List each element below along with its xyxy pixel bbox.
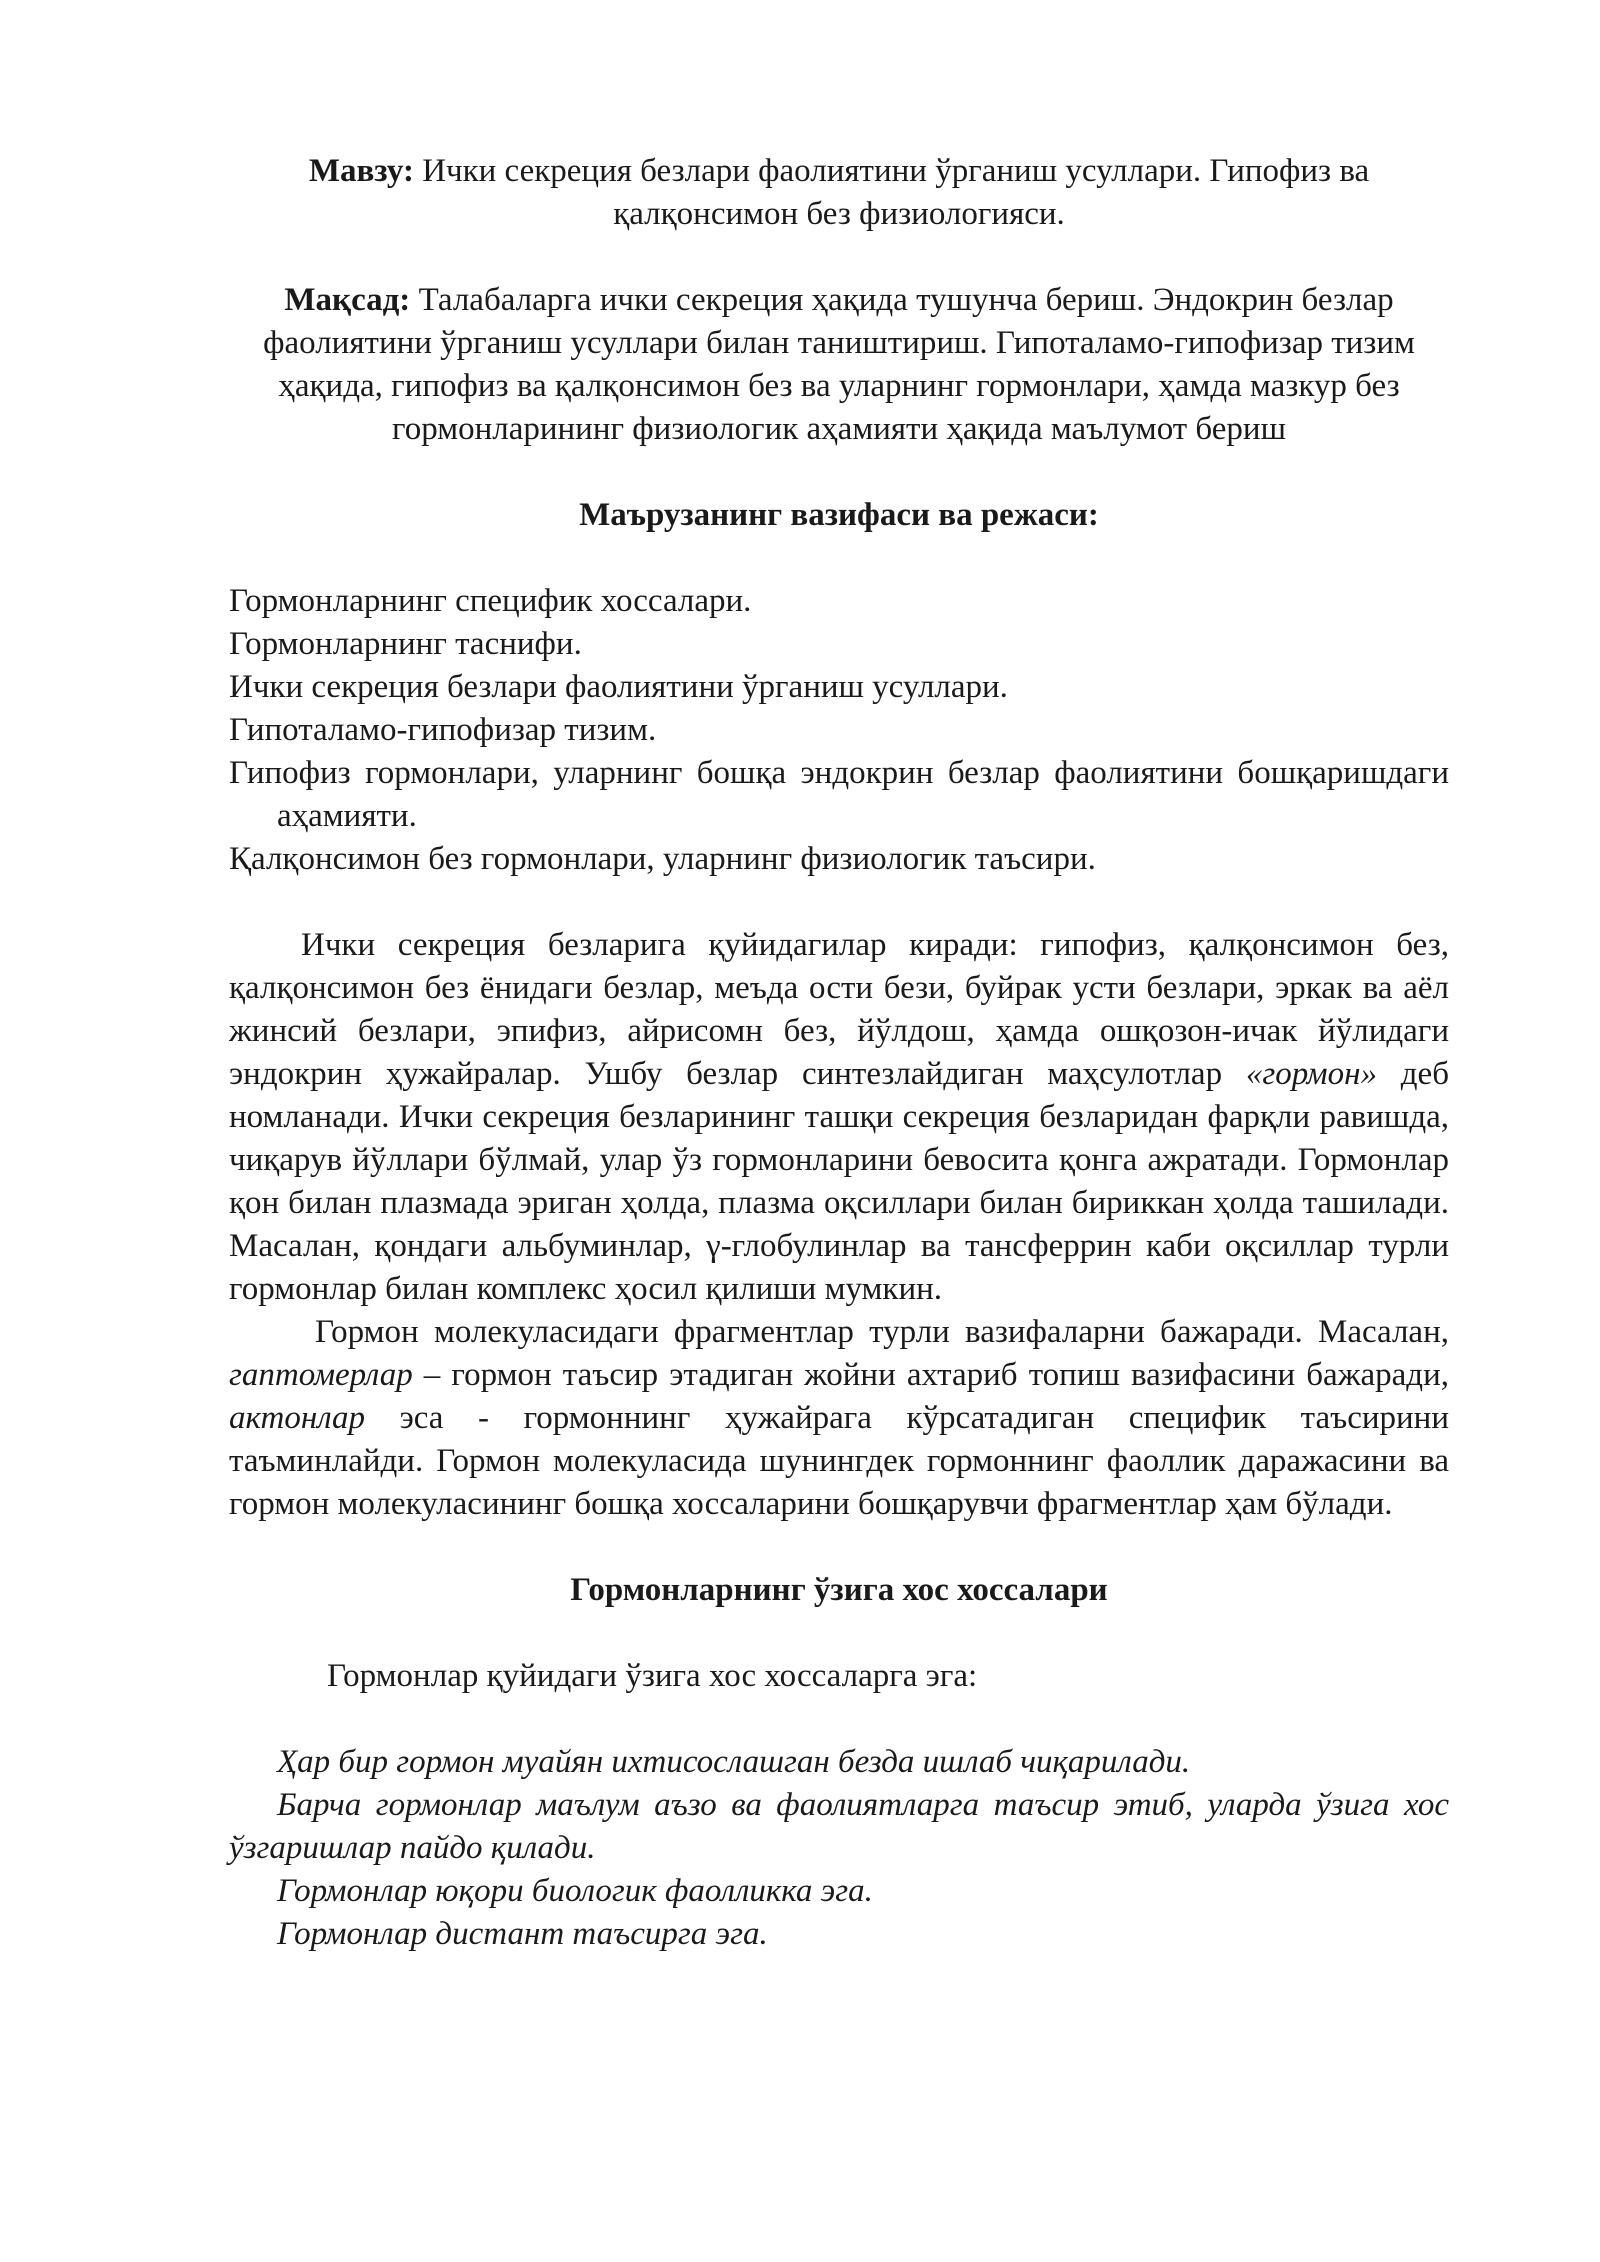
property-item: Барча гормонлар маълум аъзо ва фаолиятларга таъсир этиб, уларда ўзига хос ўзгаришлар пайдо қилади. xyxy=(229,1787,1449,1866)
property-item: Гормонлар юқори биологик фаолликка эга. xyxy=(277,1873,873,1909)
topic-paragraph xyxy=(229,150,1449,236)
section-title: Гормонларнинг ўзига хос хоссалари xyxy=(570,1572,1108,1608)
section-intro: Гормонлар қуйидаги ўзига хос хоссаларга эга: xyxy=(327,1658,978,1694)
para2-text-3: эса - гормоннинг ҳужайрага кўрсатадиган специфик таъсирини таъминлайди. Гормон молекуласида шунингдек гормоннинг фаоллик даражасини ва гормон молекуласининг бошқа хоссаларини бошқарувчи фрагментлар ҳам бўлади. xyxy=(229,1400,1449,1522)
property-item: Гормонлар дистант таъсирга эга. xyxy=(277,1916,768,1952)
plan-item: Гормонларнинг таснифи. xyxy=(229,626,582,662)
para2-text-1: Гормон молекуласидаги фрагментлар турли вазифаларни бажаради. Масалан, xyxy=(315,1314,1449,1350)
goal-text: Талабаларга ички секреция ҳақида тушунча бериш. Эндокрин безлар фаолиятини ўрганиш усуллари билан таништириш. Гипоталамо-гипофизар тизим ҳақида, гипофиз ва қалқонсимон без ва уларнинг гормонлари, ҳамда мазкур без гормонларининг физиологик аҳамияти ҳақида маълумот бериш xyxy=(263,282,1415,447)
body-paragraph-hormone-fragments xyxy=(229,1311,1449,1526)
topic-label: Мавзу: xyxy=(308,153,414,189)
plan-item: Гипоталамо-гипофизар тизим. xyxy=(229,712,657,748)
properties-list xyxy=(229,1741,1449,1956)
goal-label: Мақсад: xyxy=(284,282,411,318)
body-paragraph-endocrine-glands xyxy=(229,924,1449,1311)
plan-item: Ички секреция безлари фаолиятини ўрганиш усуллари. xyxy=(229,669,1008,705)
plan-item: Гипофиз гормонлари, уларнинг бошқа эндокрин безлар фаолиятини бошқаришдаги аҳамияти. xyxy=(229,755,1449,834)
goal-paragraph xyxy=(229,279,1449,451)
para2-text-2: – гормон таъсир этадиган жойни ахтариб топиш вазифасини бажаради, xyxy=(412,1357,1449,1393)
plan-list xyxy=(229,580,1449,881)
plan-title: Маърузанинг вазифаси ва режаси: xyxy=(579,497,1099,533)
property-item: Ҳар бир гормон муайян ихтисослашган безда ишлаб чиқарилади. xyxy=(277,1744,1191,1780)
para1-italic-hormone: «гормон» xyxy=(1245,1056,1377,1092)
plan-item: Қалқонсимон без гормонлари, уларнинг физиологик таъсири. xyxy=(229,841,1096,877)
para1-text-2: деб номланади. Ички секреция безларининг ташқи секреция безларидан фарқли равишда, чиқарув йўллари бўлмай, улар ўз гормонларини бевосита қонга ажратади. Гормонлар қон билан плазмада эриган ҳолда, плазма оқсиллари билан бириккан ҳолда ташилади. Масалан, қондаги альбуминлар, γ-глобулинлар ва тансферрин каби оқсиллар турли гормонлар билан комплекс ҳосил қилиши мумкин. xyxy=(229,1056,1449,1307)
para1-text-1: Ички секреция безларига қуйидагилар киради: гипофиз, қалқонсимон без, қалқонсимон без ёнидаги безлар, меъда ости бези, буйрак усти безлари, эркак ва аёл жинсий безлари, эпифиз, айрисомн без, йўлдош, ҳамда ошқозон-ичак йўлидаги эндокрин ҳужайралар. Ушбу безлар синтезлайдиган маҳсулотлар xyxy=(229,927,1449,1092)
para2-italic-actons: актонлар xyxy=(229,1400,365,1436)
topic-text: Ички секреция безлари фаолиятини ўрганиш усуллари. Гипофиз ва қалқонсимон без физиологияси. xyxy=(413,153,1370,232)
plan-item: Гормонларнинг специфик хоссалари. xyxy=(229,583,752,619)
document-page xyxy=(229,150,1449,1956)
para2-italic-haptomers: гаптомерлар xyxy=(229,1357,413,1393)
